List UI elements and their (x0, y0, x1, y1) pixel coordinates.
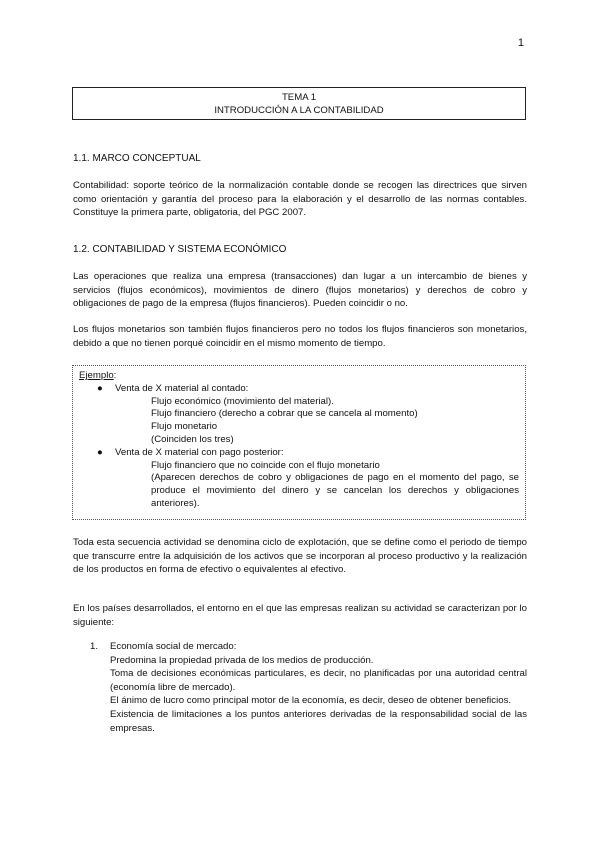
example-heading (79, 370, 519, 383)
chapter-title: INTRODUCCIÓN A LA CONTABILIDAD (214, 105, 384, 116)
section-1-paragraph: Contabilidad: soporte teórico de la normalización contable donde se recogen las directrices que sirven como orientación y garantía del proceso para la elaboración y el desarrollo de las normas contables. Constituye la primera parte, obligatoria, del PGC 2007. (73, 180, 527, 219)
section-2-paragraph-1: Las operaciones que realiza una empresa (transacciones) dan lugar a un intercambio de bienes y servicios (flujos económicos), movimientos de dinero (flujos monetarios) y derechos de cobro y obligaciones de pago de la empresa (flujos financieros). Pueden coincidir o no. (73, 271, 527, 310)
bullet-icon: ● (97, 382, 103, 394)
list-item-line: El ánimo de lucro como principal motor de la economía, es decir, deseo de obtener beneficios. (110, 695, 512, 707)
title-box (72, 87, 526, 120)
example-line: (Coinciden los tres) (151, 433, 234, 445)
example-line: Flujo económico (movimiento del material). (151, 395, 334, 407)
example-line: Flujo monetario (151, 421, 218, 433)
list-item-title: Economía social de mercado: (110, 641, 237, 652)
list-item-number: 1. (90, 641, 99, 652)
section-2-paragraph-2: Los flujos monetarios son también flujos financieros pero no todos los flujos financieros son monetarios, debido a que no tienen porqué coincidir en el mismo momento de tiempo. (73, 324, 527, 349)
example-box (72, 365, 526, 520)
bullet-icon: ● (97, 446, 103, 458)
example-label: Ejemplo (79, 370, 114, 381)
example-bullet (79, 447, 519, 460)
example-bullet-title: Venta de X material con pago posterior: (115, 446, 284, 458)
section-1-heading: 1.1. MARCO CONCEPTUAL (73, 153, 201, 164)
example-label-colon: : (113, 370, 117, 381)
chapter-number: TEMA 1 (281, 92, 317, 103)
explotation-cycle-paragraph: Toda esta secuencia actividad se denomina ciclo de explotación, que se define como el periodo de tiempo que transcurre entre la adquisición de los activos que se incorporan al proceso productivo y la realización de los productos en forma de efectivo o equivalentes al efectivo. (73, 537, 527, 576)
example-line: (Aparecen derechos de cobro y obligaciones de pago en el momento del pago, se produce el movimiento del dinero y se cancelan los derechos y obligaciones anteriores). (151, 472, 519, 509)
list-item-line: Existencia de limitaciones a los puntos anteriores derivadas de la responsabilidad social de las empresas. (110, 708, 527, 734)
list-item (90, 640, 527, 735)
list-item-line: Toma de decisiones económicas particulares, es decir, no planificadas por una autoridad central (economía libre de mercado). (110, 668, 527, 693)
list-item-line: Predomina la propiedad privada de los medios de producción. (110, 654, 374, 666)
example-bullet (79, 383, 519, 396)
page-number: 1 (517, 37, 524, 49)
section-2-heading: 1.2. CONTABILIDAD Y SISTEMA ECONÓMICO (73, 244, 287, 255)
example-line: Flujo financiero que no coincide con el flujo monetario (151, 459, 380, 471)
numbered-list (90, 640, 527, 735)
developed-countries-paragraph: En los países desarrollados, el entorno en el que las empresas realizan su actividad se caracterizan por lo siguiente: (73, 603, 527, 628)
example-line: Flujo financiero (derecho a cobrar que se cancela al momento) (151, 408, 418, 420)
example-bullet-title: Venta de X material al contado: (115, 382, 249, 394)
